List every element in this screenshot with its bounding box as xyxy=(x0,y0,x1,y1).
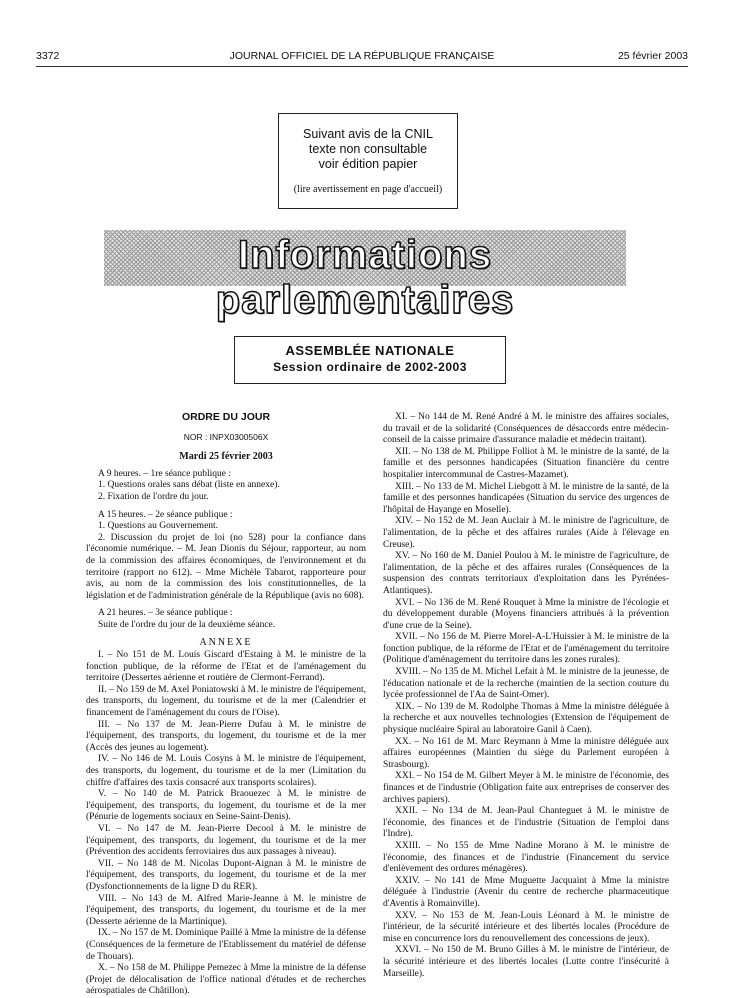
annexe-item: XXIV. – No 141 de Mme Muguette Jacquaint à Mme la ministre déléguée à l'industrie (Avenir du centre de recherche pharmaceutique d'Aventis à Romainville). xyxy=(383,875,669,909)
annexe-item: XXVI. – No 150 de M. Bruno Gilles à M. le ministre de l'intérieur, de la sécurité intérieure et des libertés locales (Lutte contre l'insécurité à Marseille). xyxy=(383,945,669,979)
annexe-item: I. – No 151 de M. Louis Giscard d'Estaing à M. le ministre de la fonction publique, de la réforme de l'Etat et de l'aménagement du territoire (Dessertes aérienne et routière de Clermont-Ferrand). xyxy=(86,650,366,684)
annexe-item: XX. – No 161 de M. Marc Reymann à Mme la ministre déléguée aux affaires européennes (Maintien du siège du Parlement européen à Strasbourg). xyxy=(383,736,669,770)
cnil-line-1: Suivant avis de la CNIL xyxy=(303,127,433,141)
header-rule xyxy=(36,66,688,67)
nor-reference: NOR : INPX0300506X xyxy=(183,431,269,442)
left-column xyxy=(86,412,366,998)
annexe-item: III. – No 137 de M. Jean-Pierre Dufau à M. le ministre de l'équipement, des transports, du logement, du tourisme et de la mer (Accès des jeunes au logement). xyxy=(86,719,366,753)
page-number: 3372 xyxy=(36,50,60,62)
cnil-notice-box xyxy=(278,113,458,209)
agenda-paragraph: Suite de l'ordre du jour de la deuxième séance. xyxy=(98,619,276,630)
journal-title: JOURNAL OFFICIEL DE LA RÉPUBLIQUE FRANÇAISE xyxy=(229,50,495,62)
annexe-item: VI. – No 147 de M. Jean-Pierre Decool à M. le ministre de l'équipement, des transports, du logement, du tourisme et de la mer (Prévention des accidents ferroviaires dus aux passages à niveau). xyxy=(86,824,366,858)
agenda-paragraph: 2. Fixation de l'ordre du jour. xyxy=(98,491,209,502)
right-column xyxy=(383,412,669,980)
cnil-line-2: texte non consultable xyxy=(308,142,428,156)
annexe-item: XIX. – No 139 de M. Rodolphe Thomas à Mme la ministre déléguée à la recherche et aux nouvelles technologies (Extension de l'équipement de physique nucléaire Spiral au laboratoire Ganil à Caen). xyxy=(383,701,669,736)
annexe-item: IV. – No 146 de M. Louis Cosyns à M. le ministre de l'équipement, des transports, du logement, du tourisme et de la mer (Limitation du chiffre d'affaires des taxis consacré aux transports scolaires). xyxy=(86,754,366,788)
session-day: Mardi 25 février 2003 xyxy=(179,451,273,463)
annexe-heading: ANNEXE xyxy=(199,636,253,648)
cnil-note: (lire avertissement en page d'accueil) xyxy=(293,184,443,195)
section-banner xyxy=(104,230,626,322)
annexe-item: XVIII. – No 135 de M. Michel Lefait à M. le ministre de la jeunesse, de l'éducation nationale et de la recherche (maintien de la section couture du lycée professionnel de l'Aa de Saint-Omer). xyxy=(383,667,669,701)
banner-title: Informations parlementaires xyxy=(215,233,515,322)
agenda-paragraph: 1. Questions au Gouvernement. xyxy=(98,521,219,532)
agenda-paragraph: 1. Questions orales sans débat (liste en annexe). xyxy=(98,480,280,491)
agenda-paragraph: A 9 heures. – 1re séance publique : xyxy=(98,468,231,479)
annexe-item: XXIII. – No 155 de Mme Nadine Morano à M. le ministre de l'économie, des finances et de l'industrie (Financement du service d'enlèvement des ordures ménagères). xyxy=(383,840,669,875)
annexe-item: XVI. – No 136 de M. René Rouquet à Mme la ministre de l'écologie et du développement durable (Moyens financiers attribués à la prévention d'une crue de la Seine). xyxy=(383,597,669,631)
session-title: Session ordinaire de 2002-2003 xyxy=(273,360,467,374)
annexe-item: XXII. – No 134 de M. Jean-Paul Chanteguet à M. le ministre de l'économie, des finances et de l'industrie (Situation de l'emploi dans l'Indre). xyxy=(383,806,669,840)
annexe-item: IX. – No 157 de M. Dominique Paillé à Mme la ministre de la défense (Conséquences de la fermeture de l'Etablissement du matériel de défense de Thouars). xyxy=(86,928,366,962)
annexe-item: XVII. – No 156 de M. Pierre Morel-A-L'Huissier à M. le ministre de la fonction publique, de la réforme de l'Etat et de l'aménagement du territoire (Politique d'aménagement du territoire dans les zones rurales). xyxy=(383,632,669,666)
annexe-item: XI. – No 144 de M. René André à M. le ministre des affaires sociales, du travail et de la solidarité (Conséquences de désaccords entre médecin-conseil de la caisse primaire d'assurance maladie et médecin traitant). xyxy=(383,412,669,446)
annexe-item: XII. – No 138 de M. Philippe Folliot à M. le ministre de la santé, de la famille et des personnes handicapées (Situation financière du centre hospitalier intercommunal de Castres-Mazamet). xyxy=(383,446,669,480)
page-header xyxy=(36,50,688,64)
annexe-item: XXV. – No 153 de M. Jean-Louis Léonard à M. le ministre de l'intérieur, de la sécurité intérieure et des libertés locales (Procédure de mise en concurrence lors du renouvellement des concessions de jeux). xyxy=(383,910,669,944)
assembly-name: ASSEMBLÉE NATIONALE xyxy=(285,343,455,358)
annexe-item: V. – No 140 de M. Patrick Braouezec à M. le ministre de l'équipement, des transports, du logement, du tourisme et de la mer (Pénurie de logements sociaux en Seine-Saint-Denis). xyxy=(86,789,366,823)
annexe-item: II. – No 159 de M. Axel Poniatowski à M. le ministre de l'équipement, des transports, du logement, du tourisme et de la mer (Calendrier et financement de l'aménagement du cours de l'Oise). xyxy=(86,684,366,719)
assembly-box xyxy=(234,336,506,384)
annexe-item: XV. – No 160 de M. Daniel Poulou à M. le ministre de l'agriculture, de l'alimentation, de la pêche et des affaires rurales (Conséquences de la suspension des contrats territoriaux d'exploitation dans les Pyrénées-Atlantiques). xyxy=(383,551,669,596)
agenda-paragraph: 2. Discussion du projet de loi (no 528) pour la confiance dans l'économie numérique. – M. Jean Dionis du Séjour, rapporteur, au nom de la commission des affaires économiques, de l'environnement et du territoire (rapport no 612). – Mme Michèle Tabarot, rapporteure pour avis, au nom de la commission des lois constitutionnelles, de la législation et de l'administration générale de la République (avis no 608). xyxy=(86,532,366,601)
annexe-item: XIII. – No 133 de M. Michel Liebgott à M. le ministre de la santé, de la famille et des personnes handicapées (Situation du service des urgences de l'hôpital de Hayange en Moselle). xyxy=(383,481,669,515)
cnil-line-3: voir édition papier xyxy=(318,157,418,171)
annexe-item: XXI. – No 154 de M. Gilbert Meyer à M. le ministre de l'économie, des finances et de l'industrie (Obligation faite aux entreprises de conserver des archives papiers). xyxy=(383,771,669,805)
order-of-day-heading: ORDRE DU JOUR xyxy=(181,411,271,423)
issue-date: 25 février 2003 xyxy=(617,50,688,62)
agenda-paragraph: A 15 heures. – 2e séance publique : xyxy=(98,509,233,520)
annexe-item: X. – No 158 de M. Philippe Pemezec à Mme la ministre de la défense (Projet de délocalisation de l'office national d'études et de recherches aérospatiales de Châtillon). xyxy=(86,963,366,997)
annexe-item: VIII. – No 143 de M. Alfred Marie-Jeanne à M. le ministre de l'équipement, des transports, du logement, du tourisme et de la mer (Desserte aérienne de la Martinique). xyxy=(86,893,366,927)
annexe-item: VII. – No 148 de M. Nicolas Dupont-Aignan à M. le ministre de l'équipement, des transports, du logement, du tourisme et de la mer (Dysfonctionnements de la ligne D du RER). xyxy=(86,858,366,892)
agenda-paragraph: A 21 heures. – 3e séance publique : xyxy=(98,608,233,619)
annexe-item: XIV. – No 152 de M. Jean Auclair à M. le ministre de l'agriculture, de l'alimentation, de la pêche et des affaires rurales (Aide à l'élevage en Creuse). xyxy=(383,516,669,550)
